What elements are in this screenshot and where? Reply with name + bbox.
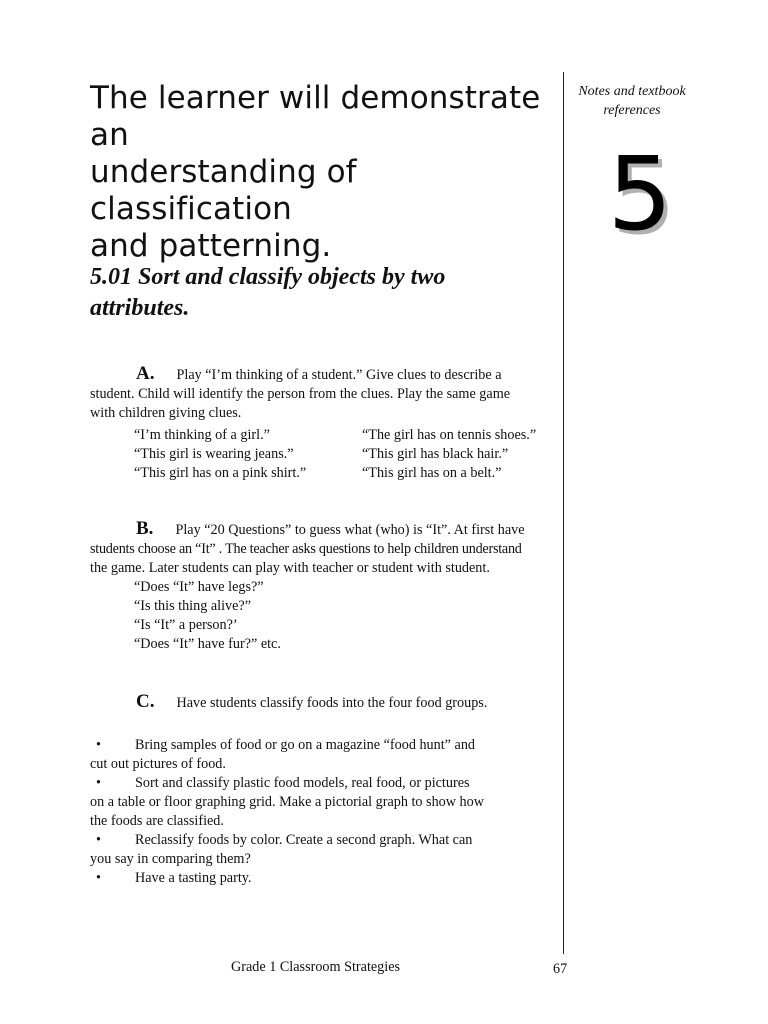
bullet-item [90,736,546,755]
section-a-line: with children giving clues. [90,405,242,421]
section-c-first-line [90,692,546,713]
goal-statement [90,80,560,265]
bullet-icon: • [96,870,101,886]
clue-left: “This girl has on a pink shirt.” [134,465,307,481]
notes-line: references [603,103,661,118]
clue-right: “This girl has on a belt.” [362,465,502,481]
bullet-item [90,774,546,793]
section-a-intro: Play “I’m thinking of a student.” Give clues to describe a [176,367,502,383]
section-a-line: student. Child will identify the person from the clues. Play the same game [90,386,511,402]
section-c-bullets [90,736,546,888]
bullet-text: Reclassify foods by color. Create a second graph. What can [135,832,473,848]
question-line: “Does “It” have legs?” [134,579,264,595]
section-a [90,364,546,423]
bullet-icon: • [96,832,101,848]
goal-number: 5 [607,135,673,254]
clue-left: “I’m thinking of a girl.” [134,427,270,443]
goal-line: and patterning. [90,228,332,264]
section-b-letter: B. [136,518,154,539]
clue-left: “This girl is wearing jeans.” [134,446,294,462]
clue-row [134,445,536,464]
footer-title: Grade 1 Classroom Strategies [231,959,401,975]
section-b-line: the game. Later students can play with teacher or student with student. [90,560,490,576]
objective-line: 5.01 Sort and classify objects by two [90,264,446,290]
notes-heading [570,82,694,120]
section-b-line: students choose an “It” . The teacher asks questions to help children understand [90,541,522,557]
section-a-letter: A. [136,363,155,384]
section-a-first-line [90,364,546,385]
section-c-intro: Have students classify foods into the four food groups. [176,695,488,711]
section-b-first-line [90,519,546,540]
bullet-text: Have a tasting party. [135,870,252,886]
page-number: 67 [553,961,568,977]
objective-heading [90,262,530,324]
bullet-icon: • [96,775,101,791]
clue-right: “The girl has on tennis shoes.” [362,427,537,443]
question-line: “Is “It” a person?’ [134,617,238,633]
bullet-continuation: you say in comparing them? [90,851,251,867]
clue-right: “This girl has black hair.” [362,446,509,462]
bullet-continuation: the foods are classified. [90,813,224,829]
clue-row [134,426,536,445]
bullet-item [90,869,546,888]
question-line: “Is this thing alive?” [134,598,252,614]
bullet-item [90,831,546,850]
section-c-letter: C. [136,691,155,712]
goal-line: understanding of classification [90,154,357,227]
notes-line: Notes and textbook [578,84,686,99]
bullet-continuation: on a table or floor graphing grid. Make a pictorial graph to show how [90,794,484,810]
section-b-intro: Play “20 Questions” to guess what (who) is “It”. At first have [175,522,525,538]
goal-line: The learner will demonstrate an [90,80,541,153]
bullet-icon: • [96,737,101,753]
bullet-continuation: cut out pictures of food. [90,756,226,772]
section-a-clues [134,426,536,483]
section-b [90,519,546,654]
section-c [90,692,546,713]
objective-line: attributes. [90,295,190,321]
bullet-text: Bring samples of food or go on a magazine “food hunt” and [135,737,476,753]
clue-row [134,464,536,483]
margin-divider [563,72,564,954]
bullet-text: Sort and classify plastic food models, real food, or pictures [135,775,470,791]
question-line: “Does “It” have fur?” etc. [134,636,281,652]
